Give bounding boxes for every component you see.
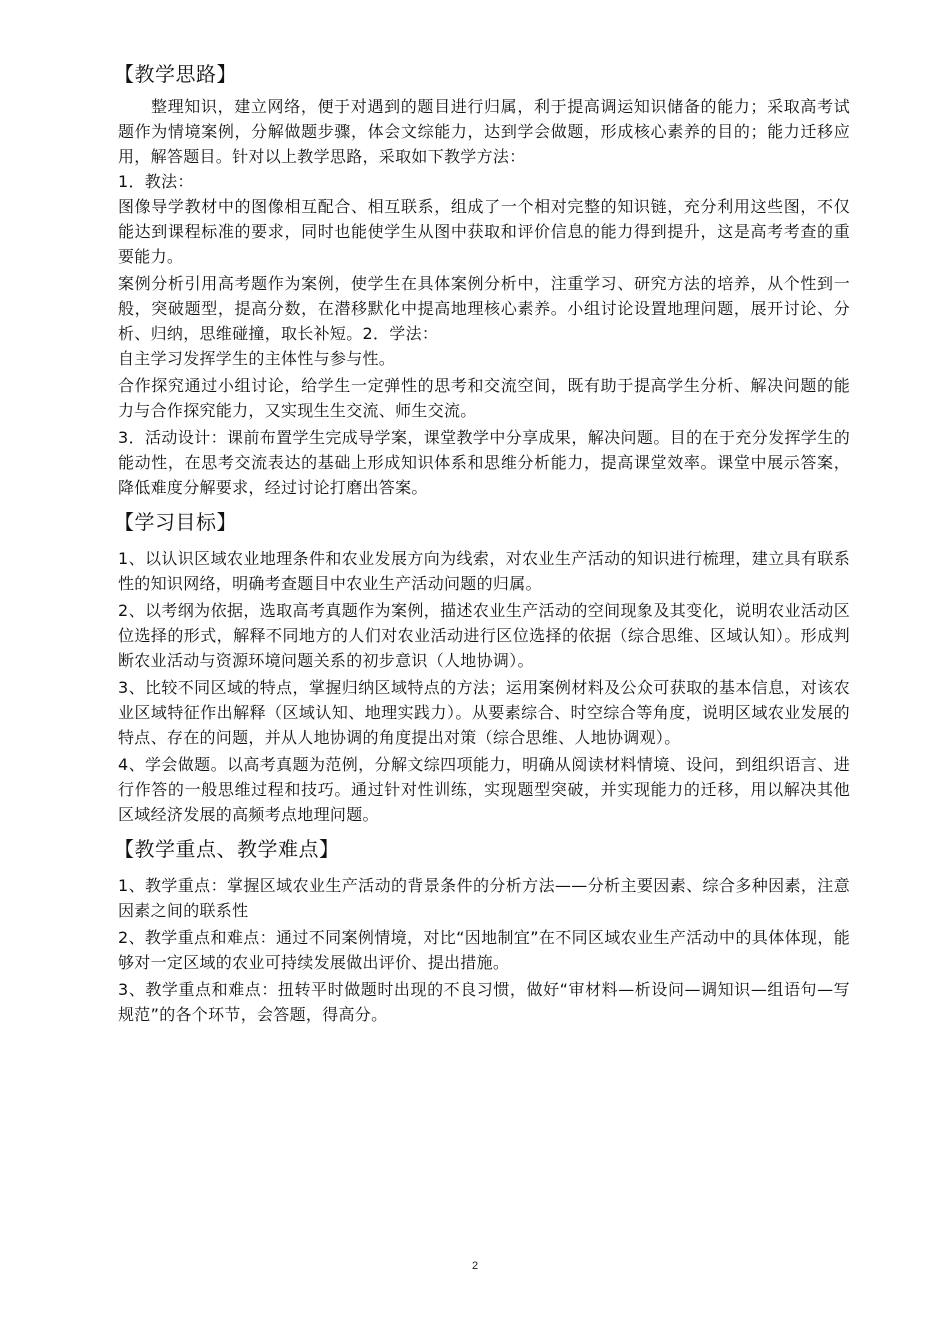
section-heading-teaching-approach: 【教学思路】 xyxy=(114,62,237,86)
learning-goal-item: 4、学会做题。以高考真题为范例，分解文综四项能力，明确从阅读材料情境、设问，到组织语言、进行作答的一般思维过程和技巧。通过针对性训练，实现题型突破，并实现能力的迁移，用以解决其他区域经济发展的高频考点地理问题。 xyxy=(118,755,850,824)
teaching-approach-intro: 整理知识，建立网络，便于对遇到的题目进行归属，利于提高调运知识储备的能力；采取高考试题作为情境案例，分解做题步骤，体会文综能力，达到学会做题，形成核心素养的目的；能力迁移应用，解答题目。针对以上教学思路，采取如下教学方法： xyxy=(118,97,850,166)
teaching-method-image-guide: 图像导学教材中的图像相互配合、相互联系，组成了一个相对完整的知识链，充分利用这些图，不仅能达到课程标准的要求，同时也能使学生从图中获取和评价信息的能力得到提升，这是高考考查的重要能力。 xyxy=(118,197,850,266)
teaching-method-label: 1．教法： xyxy=(118,172,194,191)
activity-design: 3．活动设计：课前布置学生完成导学案，课堂教学中分享成果，解决问题。目的在于充分发挥学生的能动性，在思考交流表达的基础上形成知识体系和思维分析能力，提高课堂效率。课堂中展示答案，降低难度分解要求，经过讨论打磨出答案。 xyxy=(118,428,850,497)
key-point-item: 2、教学重点和难点：通过不同案例情境，对比“因地制宜”在不同区域农业生产活动中的具体体现，能够对一定区域的农业可持续发展做出评价、提出措施。 xyxy=(118,928,850,972)
learning-goal-item: 3、比较不同区域的特点，掌握归纳区域特点的方法；运用案例材料及公众可获取的基本信息，对该农业区域特征作出解释（区域认知、地理实践力）。从要素综合、时空综合等角度，说明区域农业发展的特点、存在的问题，并从人地协调的角度提出对策（综合思维、人地协调观）。 xyxy=(118,678,850,747)
section-heading-key-points: 【教学重点、教学难点】 xyxy=(114,837,340,861)
key-point-item: 3、教学重点和难点：扭转平时做题时出现的不良习惯，做好“审材料—析设问—调知识—组语句—写规范”的各个环节，会答题，得高分。 xyxy=(118,980,850,1024)
learning-method-cooperative: 合作探究通过小组讨论，给学生一定弹性的思考和交流空间，既有助于提高学生分析、解决问题的能力与合作探究能力，又实现生生交流、师生交流。 xyxy=(118,376,850,420)
key-point-item: 1、教学重点：掌握区域农业生产活动的背景条件的分析方法——分析主要因素、综合多种因素，注意因素之间的联系性 xyxy=(118,876,850,920)
learning-method-self-study: 自主学习发挥学生的主体性与参与性。 xyxy=(118,349,396,368)
page-number: 2 xyxy=(471,1260,479,1272)
learning-goal-item: 2、以考纲为依据，选取高考真题作为案例，描述农业生产活动的空间现象及其变化，说明农业活动区位选择的形式，解释不同地方的人们对农业活动进行区位选择的依据（综合思维、区域认知）。形成判断农业活动与资源环境问题关系的初步意识（人地协调）。 xyxy=(118,601,850,670)
teaching-method-case-analysis: 案例分析引用高考题作为案例，使学生在具体案例分析中，注重学习、研究方法的培养，从个性到一般，突破题型，提高分数，在潜移默化中提高地理核心素养。小组讨论设置地理问题，展开讨论、分析、归纳，思维碰撞，取长补短。2．学法： xyxy=(118,274,850,343)
page-content xyxy=(114,56,850,1027)
learning-goal-item: 1、以认识区域农业地理条件和农业发展方向为线索，对农业生产活动的知识进行梳理，建立具有联系性的知识网络，明确考查题目中农业生产活动问题的归属。 xyxy=(118,549,850,593)
section-heading-learning-goals: 【学习目标】 xyxy=(114,510,237,534)
